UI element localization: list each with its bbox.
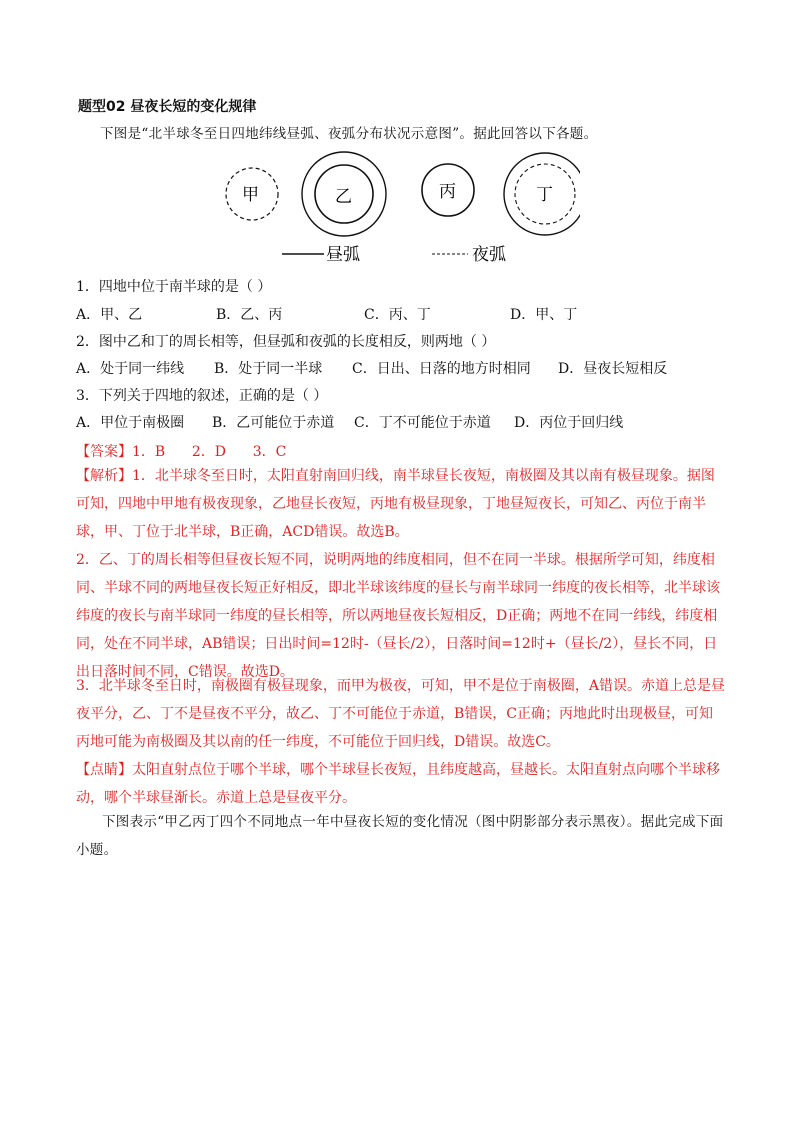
tip-block xyxy=(76,756,726,812)
intro-text: 下图是“北半球冬至日四地纬线昼弧、夜弧分布状况示意图”。据此回答以下各题。 xyxy=(100,126,598,142)
q1-option-d[interactable]: D．甲、丁 xyxy=(510,307,578,323)
answer-tag: 【答案】 xyxy=(76,444,132,460)
analysis-tag: 【解析】 xyxy=(76,468,132,484)
label-yi: 乙 xyxy=(335,187,352,207)
q2-option-c[interactable]: C．日出、日落的地方时相同 xyxy=(352,361,531,377)
analysis-p3: 3．北半球冬至日时，南极圈有极昼现象，而甲为极夜，可知，甲不是位于南极圈，A错误。赤道上总是昼夜平分，乙、丁不是昼夜不平分，故乙、丁不可能位于赤道，B错误，C正确；丙地此时出现极昼，可知丙地可能为南极圈及其以南的任一纬度，不可能位于回归线，D错误。故选C。 xyxy=(76,678,726,750)
legend-dashed-label: 夜弧 xyxy=(472,245,506,265)
q1-option-b[interactable]: B．乙、丙 xyxy=(216,307,283,323)
q2-option-a[interactable]: A．处于同一纬线 xyxy=(76,361,185,377)
analysis-p1-block xyxy=(76,462,726,546)
q3-options xyxy=(76,412,623,432)
legend-solid-label: 昼弧 xyxy=(326,245,360,265)
tip-tag: 【点睛】 xyxy=(76,762,132,778)
q3-option-d[interactable]: D．丙位于回归线 xyxy=(514,415,624,431)
next-intro: 下图表示“甲乙丙丁四个不同地点一年中昼夜长短的变化情况（图中阴影部分表示黑夜）。据此完成下面小题。 xyxy=(76,814,724,858)
q1-options xyxy=(76,304,577,324)
q3-stem: 3．下列关于四地的叙述，正确的是（ ） xyxy=(76,388,328,404)
q3-option-b[interactable]: B．乙可能位于赤道 xyxy=(212,415,335,431)
label-ding: 丁 xyxy=(536,185,553,205)
q3-option-a[interactable]: A．甲位于南极圈 xyxy=(76,415,185,431)
q1-option-c[interactable]: C．丙、丁 xyxy=(364,307,431,323)
section-title: 题型02 昼夜长短的变化规律 xyxy=(78,99,257,115)
q1-stem: 1．四地中位于南半球的是（ ） xyxy=(76,279,272,295)
tip-text: 太阳直射点位于哪个半球，哪个半球昼长夜短，且纬度越高，昼越长。太阳直射点向哪个半球移动，哪个半球昼渐长。赤道上总是昼夜平分。 xyxy=(76,762,720,806)
q2-stem: 2．图中乙和丁的周长相等，但昼弧和夜弧的长度相反，则两地（ ） xyxy=(76,334,496,350)
answer-line xyxy=(76,441,286,461)
analysis-p2: 2．乙、丁的周长相等但昼夜长短不同，说明两地的纬度相同，但不在同一半球。根据所学可知，纬度相同、半球不同的两地昼夜长短正好相反，即北半球该纬度的昼长与南半球同一纬度的夜长相等，北半球该纬度的夜长与南半球同一纬度的昼长相等，所以两地昼夜长短相反，D正确；两地不在同一纬线，纬度相同，处在不同半球，AB错误；日出时间=12时-（昼长/2），日落时间=12时+（昼长/2），昼长不同，日出日落时间不同，C错误。故选D。 xyxy=(76,552,720,680)
q1-option-a[interactable]: A．甲、乙 xyxy=(76,307,143,323)
q2-option-d[interactable]: D．昼夜长短相反 xyxy=(558,361,668,377)
label-jia: 甲 xyxy=(242,185,259,205)
q2-option-b[interactable]: B．处于同一半球 xyxy=(214,361,323,377)
analysis-p1: 1．北半球冬至日时，太阳直射南回归线，南半球昼长夜短，南极圈及其以南有极昼现象。据图可知，四地中甲地有极夜现象，乙地昼长夜短，丙地有极昼现象，丁地昼短夜长，可知乙、丙位于南半球，甲、丁位于北半球，B正确，ACD错误。故选B。 xyxy=(76,468,715,540)
q3-option-c[interactable]: C．丁不可能位于赤道 xyxy=(354,415,491,431)
answer-text: 1．B 2．D 3．C xyxy=(132,444,287,460)
label-bing: 丙 xyxy=(439,182,456,202)
day-night-arc-figure xyxy=(220,150,580,274)
q2-options xyxy=(76,358,667,378)
